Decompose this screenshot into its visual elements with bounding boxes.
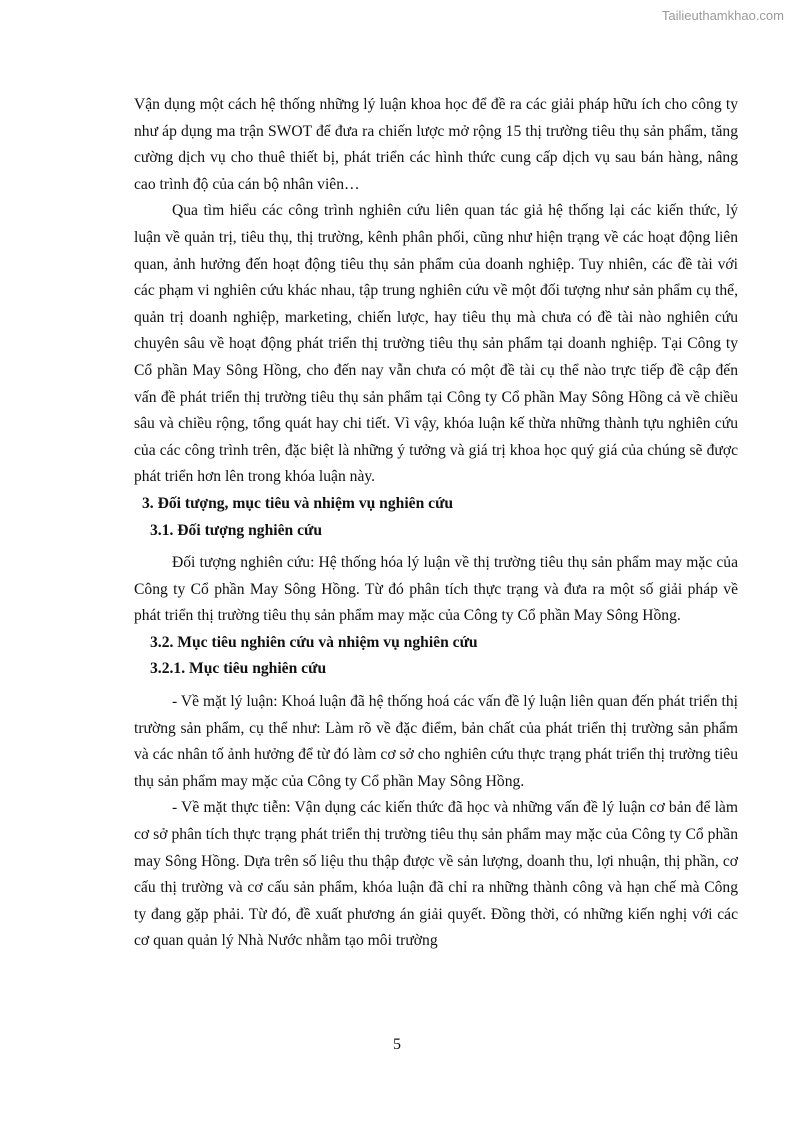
paragraph-practice-goal: - Về mặt thực tiễn: Vận dụng các kiến thức đã học và những vấn đề lý luận cơ bản để làm cơ sở phân tích thực trạng phát triển thị trường tiêu thụ sản phẩm may mặc của Công ty Cổ phần may Sông Hồng. Dựa trên số liệu thu thập được về sản lượng, doanh thu, lợi nhuận, thị phần, cơ cấu thị trường và cơ cấu sản phẩm, khóa luận đã chỉ ra những thành công và hạn chế mà Công ty đang gặp phải. Từ đó, đề xuất phương án giải quyết. Đồng thời, có những kiến nghị với các cơ quan quản lý Nhà Nước nhằm tạo môi trường <box>134 799 738 950</box>
paragraph-theory-goal: - Về mặt lý luận: Khoá luận đã hệ thống hoá các vấn đề lý luận liên quan đến phát triển thị trường sản phẩm, cụ thể như: Làm rõ về đặc điểm, bản chất của phát triển thị trường sản phẩm và các nhân tố ảnh hưởng để từ đó làm cơ sở cho nghiên cứu thực trạng phát triển thị trường tiêu thụ sản phẩm may mặc của Công ty Cổ phần May Sông Hồng. <box>134 693 738 790</box>
section-heading-3: 3. Đối tượng, mục tiêu và nhiệm vụ nghiên cứu <box>142 494 454 512</box>
section-heading-3-2: 3.2. Mục tiêu nghiên cứu và nhiệm vụ nghiên cứu <box>150 633 478 651</box>
watermark: Tailieuthamkhao.com <box>661 8 784 23</box>
paragraph-research-object: Đối tượng nghiên cứu: Hệ thống hóa lý luận về thị trường tiêu thụ sản phẩm may mặc của Công ty Cổ phần May Sông Hồng. Từ đó phân tích thực trạng và đưa ra một số giải pháp về phát triển thị trường tiêu thụ sản phẩm may mặc của Công ty Cổ phần May Sông Hồng. <box>134 554 738 625</box>
page-number: 5 <box>393 1036 401 1053</box>
paragraph-literature-review: Qua tìm hiểu các công trình nghiên cứu liên quan tác giả hệ thống lại các kiến thức, lý luận về quản trị, tiêu thụ, thị trường, kênh phân phối, cũng như hiện trạng về các hoạt động liên quan, ảnh hưởng đến hoạt động tiêu thụ sản phẩm của doanh nghiệp. Tuy nhiên, các đề tài với các phạm vi nghiên cứu khác nhau, tập trung nghiên cứu về một đối tượng như sản phẩm cụ thể, quản trị doanh nghiệp, marketing, chiến lược, hay tiêu thụ mà chưa có đề tài nào nghiên cứu chuyên sâu về hoạt động phát triển thị trường tiêu thụ sản phẩm tại doanh nghiệp. Tại Công ty Cổ phần May Sông Hồng, cho đến nay vẫn chưa có một đề tài cụ thể nào trực tiếp đề cập đến vấn đề phát triển thị trường tiêu thụ sản phẩm tại Công ty Cổ phần May Sông Hồng cả về chiều sâu và chiều rộng, tổng quát hay chi tiết. Vì vậy, khóa luận kế thừa những thành tựu nghiên cứu của các công trình trên, đặc biệt là những ý tưởng và giá trị khoa học quý giá của chúng sẽ được phát triển hơn lên trong khóa luận này. <box>134 202 738 486</box>
paragraph-swot-solutions: Vận dụng một cách hệ thống những lý luận khoa học để đề ra các giải pháp hữu ích cho công ty như áp dụng ma trận SWOT để đưa ra chiến lược mở rộng 15 thị trường tiêu thụ sản phẩm, tăng cường dịch vụ cho thuê thiết bị, phát triển các hình thức cung cấp dịch vụ sau bán hàng, nâng cao trình độ của cán bộ nhân viên… <box>134 96 738 193</box>
section-heading-3-2-1: 3.2.1. Mục tiêu nghiên cứu <box>150 660 327 678</box>
section-heading-3-1: 3.1. Đối tượng nghiên cứu <box>150 521 323 539</box>
document-body <box>134 92 738 955</box>
